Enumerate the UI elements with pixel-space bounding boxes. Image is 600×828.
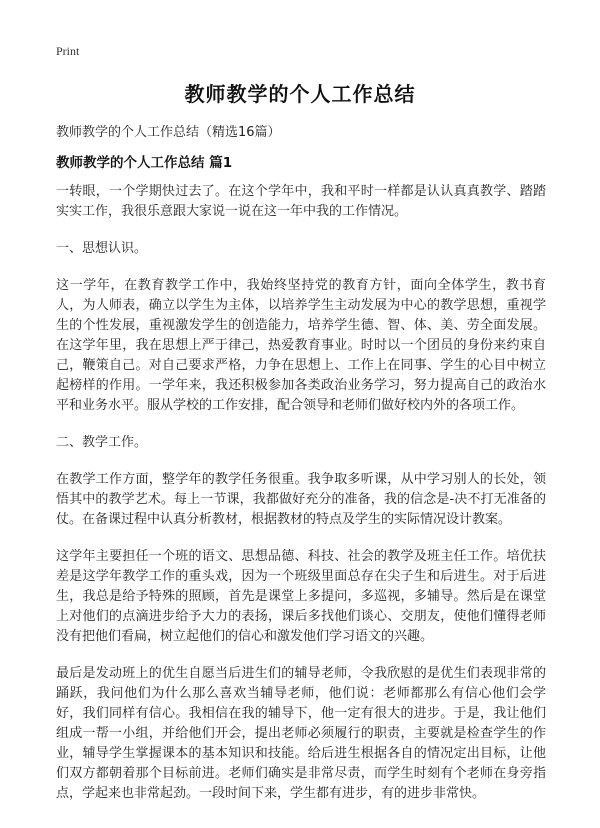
paragraph-teaching: 在教学工作方面，整学年的教学任务很重。我争取多听课，从中学习别人的长处，领悟其中的教学艺术。每上一节课，我都做好充分的准备，我的信念是-决不打无准备的仗。在备课过程中认真分析教材，根据教材的特点及学生的实际情况设计教案。: [56, 472, 546, 527]
document-body: [56, 182, 546, 821]
paragraph-heading-teaching: 二、教学工作。: [56, 435, 148, 450]
paragraph-thought: 这一学年，在教育教学工作中，我始终坚持党的教育方针，面向全体学生，教书育人，为人师表，确立以学生为主体，以培养学生主动发展为中心的教学思想，重视学生的个性发展，重视激发学生的创造能力，培养学生德、智、体、美、劳全面发展。在这学年里，我在思想上严于律己，热爱教育事业。时时以一个团员的身份来约束自己，鞭策自己。对自己要求严格，力争在思想上、工作上在同事、学生的心目中树立起榜样的作用。一学年来，我还积极参加各类政治业务学习，努力提高自己的政治水平和业务水平。服从学校的工作安排，配合领导和老师们做好校内外的各项工作。: [56, 278, 546, 413]
paragraph-intro: 一转眼，一个学期快过去了。在这个学年中，我和平时一样都是认认真真教学、踏踏实实工作，我很乐意跟大家说一说在这一年中我的工作情况。: [56, 184, 546, 219]
paragraph-mentoring: 最后是发动班上的优生自愿当后进生们的辅导老师，令我欣慰的是优生们表现非常的踊跃，我问他们为什么那么喜欢当辅导老师，他们说：老师都那么有信心他们会学好，我们同样有信心。我相信在我的辅导下，他一定有很大的进步。于是，我让他们组成一帮一小组，并给他们开会，提出老师必须履行的职责，主要就是检查学生的作业，辅导学生掌握课本的基本知识和技能。给后进生根据各自的情况定出目标，让他们双方都朝着那个目标前进。老师们确实是非常尽责，而学生时刻有个老师在身旁指点，学起来也非常起劲。一段时间下来，学生都有进步，有的进步非常快。: [56, 666, 546, 801]
print-link[interactable]: Print: [56, 44, 80, 58]
paragraph-heading-thought: 一、思想认识。: [56, 241, 148, 256]
section-heading: 教师教学的个人工作总结 篇1: [56, 155, 233, 171]
page-title: 教师教学的个人工作总结: [184, 82, 416, 106]
paragraph-tutoring: 这学年主要担任一个班的语文、思想品德、科技、社会的教学及班主任工作。培优扶差是这学年教学工作的重头戏，因为一个班级里面总存在尖子生和后进生。对于后进生，我总是给予特殊的照顾，首先是课堂上多提问，多巡视，多辅导。然后是在课堂上对他们的点滴进步给予大力的表扬，课后多找他们谈心、交朋友，使他们懂得老师没有把他们看扁，树立起他们的信心和激发他们学习语文的兴趣。: [56, 549, 546, 644]
document-subtitle: 教师教学的个人工作总结（精选16篇）: [56, 125, 281, 140]
